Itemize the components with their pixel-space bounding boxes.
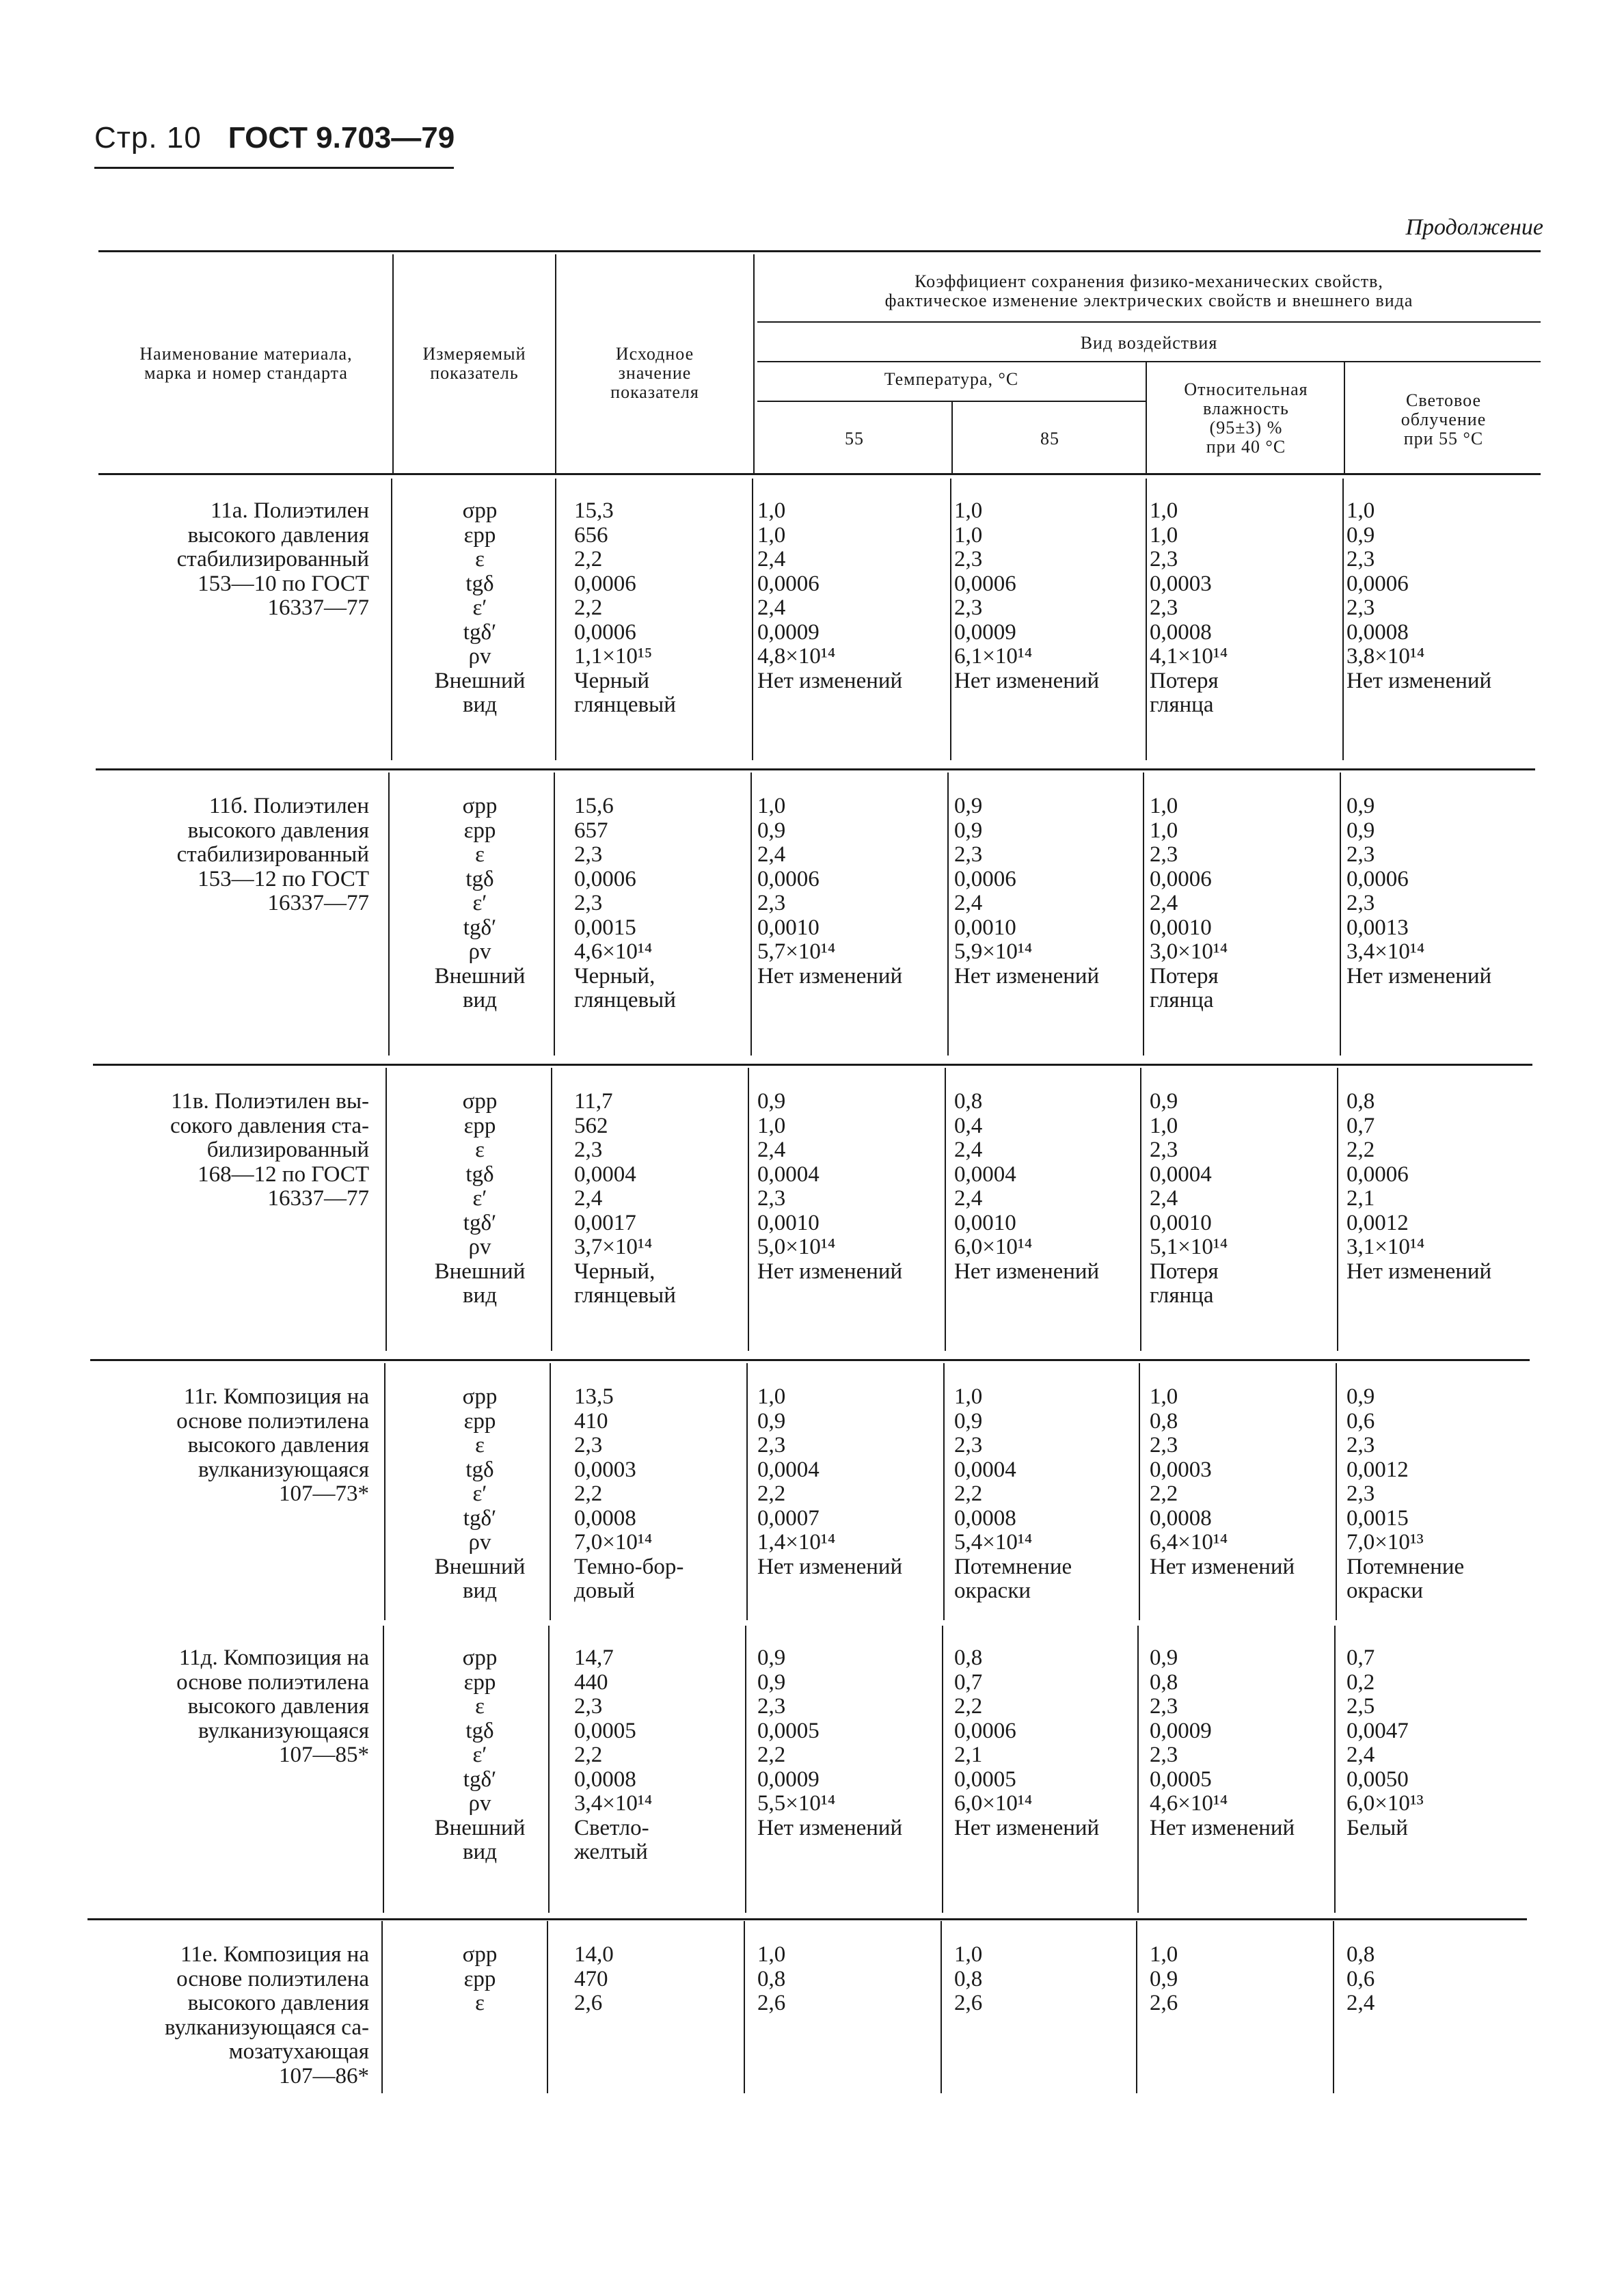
header-underline xyxy=(94,167,454,169)
header-divider xyxy=(555,254,556,473)
column-header-temp-55: 55 xyxy=(845,429,864,448)
light-values: 0,8 0,7 2,2 0,0006 2,1 0,0012 3,1×10¹⁴ Нет изменений xyxy=(1346,1089,1492,1284)
material-name: 11д. Композиция на основе полиэтилена высокого давления вулканизующаяся 107—85* xyxy=(176,1645,369,1767)
row-separator xyxy=(93,1064,1532,1066)
column-header-material: Наименование материала, марка и номер стандарта xyxy=(139,344,353,383)
light-values: 0,9 0,6 2,3 0,0012 2,3 0,0015 7,0×10¹³ Потемнение окраски xyxy=(1346,1384,1465,1603)
initial-values: 11,7 562 2,3 0,0004 2,4 0,0017 3,7×10¹⁴ Черный, глянцевый xyxy=(574,1089,676,1308)
column-divider xyxy=(383,1626,384,1913)
indicator-list: σрр εрр ε tgδ ε′ tgδ′ ρv Внешний вид xyxy=(434,794,526,1012)
header-bottom-rule xyxy=(98,473,1541,475)
light-values: 0,9 0,9 2,3 0,0006 2,3 0,0013 3,4×10¹⁴ Нет изменений xyxy=(1346,794,1492,989)
column-divider xyxy=(950,479,951,760)
header-divider xyxy=(392,254,394,473)
light-values: 0,8 0,6 2,4 xyxy=(1346,1942,1375,2015)
row-separator xyxy=(96,768,1535,770)
initial-values: 13,5 410 2,3 0,0003 2,2 0,0008 7,0×10¹⁴ Темно-бор- довый xyxy=(574,1384,684,1603)
header-divider xyxy=(1344,362,1345,473)
column-header-indicator: Измеряемый показатель xyxy=(422,344,526,383)
indicator-list: σрр εрр ε tgδ ε′ tgδ′ ρv Внешний вид xyxy=(434,1384,526,1603)
column-divider xyxy=(1146,479,1147,760)
temp-55-values: 1,0 1,0 2,4 0,0006 2,4 0,0009 4,8×10¹⁴ Нет изменений xyxy=(757,498,903,693)
material-name: 11в. Полиэтилен вы- сокого давления ста- билизированный 168—12 по ГОСТ 16337—77 xyxy=(170,1089,369,1211)
humidity-values: 1,0 0,8 2,3 0,0003 2,2 0,0008 6,4×10¹⁴ Нет изменений xyxy=(1150,1384,1295,1579)
humidity-values: 1,0 1,0 2,3 0,0006 2,4 0,0010 3,0×10¹⁴ Потеря глянца xyxy=(1150,794,1228,1012)
indicator-list: σрр εрр ε tgδ ε′ tgδ′ ρv Внешний вид xyxy=(434,1089,526,1308)
standard-number: ГОСТ 9.703—79 xyxy=(228,121,455,154)
indicator-list: σрр εрр ε tgδ ε′ tgδ′ ρv Внешний вид xyxy=(434,498,526,717)
column-header-light: Световое облучение при 55 °С xyxy=(1400,390,1487,448)
header-divider xyxy=(951,402,953,473)
temp-55-values: 0,9 1,0 2,4 0,0004 2,3 0,0010 5,0×10¹⁴ Нет изменений xyxy=(757,1089,903,1284)
humidity-values: 1,0 0,9 2,6 xyxy=(1150,1942,1178,2015)
humidity-values: 1,0 1,0 2,3 0,0003 2,3 0,0008 4,1×10¹⁴ Потеря глянца xyxy=(1150,498,1228,717)
material-name: 11б. Полиэтилен высокого давления стабилизированный 153—12 по ГОСТ 16337—77 xyxy=(176,794,369,915)
material-name: 11г. Композиция на основе полиэтилена высокого давления вулканизующаяся 107—73* xyxy=(176,1384,369,1506)
material-name: 11е. Композиция на основе полиэтилена высокого давления вулканизующаяся са- мозатухающая 107—86* xyxy=(165,1942,369,2088)
table-top-rule xyxy=(98,250,1541,252)
column-divider xyxy=(752,479,753,760)
indicator-list: σрр εрр ε tgδ ε′ tgδ′ ρv Внешний вид xyxy=(434,1645,526,1864)
page-number: Стр. 10 xyxy=(94,121,202,154)
indicator-list: σрр εрр ε xyxy=(462,1942,498,2015)
material-name: 11а. Полиэтилен высокого давления стабилизированный 153—10 по ГОСТ 16337—77 xyxy=(176,498,369,620)
header-rule xyxy=(757,321,1541,323)
light-values: 0,7 0,2 2,5 0,0047 2,4 0,0050 6,0×10¹³ Белый xyxy=(1346,1645,1424,1840)
temp-85-values: 0,8 0,4 2,4 0,0004 2,4 0,0010 6,0×10¹⁴ Нет изменений xyxy=(954,1089,1100,1284)
column-header-temperature: Температура, °С xyxy=(884,369,1019,389)
column-header-humidity: Относительная влажность (95±3) % при 40 °С xyxy=(1184,379,1308,457)
continuation-label: Продолжение xyxy=(1405,215,1543,240)
page-header xyxy=(94,120,455,155)
temp-85-values: 1,0 0,9 2,3 0,0004 2,2 0,0008 5,4×10¹⁴ Потемнение окраски xyxy=(954,1384,1072,1603)
temp-55-values: 1,0 0,9 2,4 0,0006 2,3 0,0010 5,7×10¹⁴ Нет изменений xyxy=(757,794,903,989)
temp-85-values: 1,0 1,0 2,3 0,0006 2,3 0,0009 6,1×10¹⁴ Нет изменений xyxy=(954,498,1100,693)
column-divider xyxy=(381,1921,383,2093)
temp-55-values: 0,9 0,9 2,3 0,0005 2,2 0,0009 5,5×10¹⁴ Нет изменений xyxy=(757,1645,903,1840)
column-header-exposure: Вид воздействия xyxy=(1080,333,1218,353)
temp-55-values: 1,0 0,8 2,6 xyxy=(757,1942,786,2015)
column-header-temp-85: 85 xyxy=(1040,429,1059,448)
temp-85-values: 0,9 0,9 2,3 0,0006 2,4 0,0010 5,9×10¹⁴ Нет изменений xyxy=(954,794,1100,989)
temp-85-values: 0,8 0,7 2,2 0,0006 2,1 0,0005 6,0×10¹⁴ Нет изменений xyxy=(954,1645,1100,1840)
column-header-coefficient: Коэффициент сохранения физико-механических свойств, фактическое изменение электрических свойств и внешнего вида xyxy=(884,271,1413,310)
initial-values: 14,0 470 2,6 xyxy=(574,1942,614,2015)
humidity-values: 0,9 1,0 2,3 0,0004 2,4 0,0010 5,1×10¹⁴ Потеря глянца xyxy=(1150,1089,1228,1308)
header-rule xyxy=(757,401,1146,402)
initial-values: 14,7 440 2,3 0,0005 2,2 0,0008 3,4×10¹⁴ Светло- желтый xyxy=(574,1645,653,1864)
temp-85-values: 1,0 0,8 2,6 xyxy=(954,1942,983,2015)
row-separator xyxy=(90,1359,1530,1361)
light-values: 1,0 0,9 2,3 0,0006 2,3 0,0008 3,8×10¹⁴ Нет изменений xyxy=(1346,498,1492,693)
column-divider xyxy=(384,1363,385,1620)
initial-values: 15,3 656 2,2 0,0006 2,2 0,0006 1,1×10¹⁵ Черный глянцевый xyxy=(574,498,676,717)
column-divider xyxy=(391,479,392,760)
temp-55-values: 1,0 0,9 2,3 0,0004 2,2 0,0007 1,4×10¹⁴ Нет изменений xyxy=(757,1384,903,1579)
column-divider xyxy=(388,772,390,1056)
column-divider xyxy=(385,1068,387,1351)
column-divider xyxy=(1342,479,1344,760)
header-rule xyxy=(757,361,1541,362)
initial-values: 15,6 657 2,3 0,0006 2,3 0,0015 4,6×10¹⁴ Черный, глянцевый xyxy=(574,794,676,1012)
humidity-values: 0,9 0,8 2,3 0,0009 2,3 0,0005 4,6×10¹⁴ Нет изменений xyxy=(1150,1645,1295,1840)
header-divider xyxy=(1146,362,1147,473)
row-separator xyxy=(87,1918,1527,1920)
column-header-initial: Исходное значение показателя xyxy=(610,344,699,402)
header-divider xyxy=(753,254,755,473)
